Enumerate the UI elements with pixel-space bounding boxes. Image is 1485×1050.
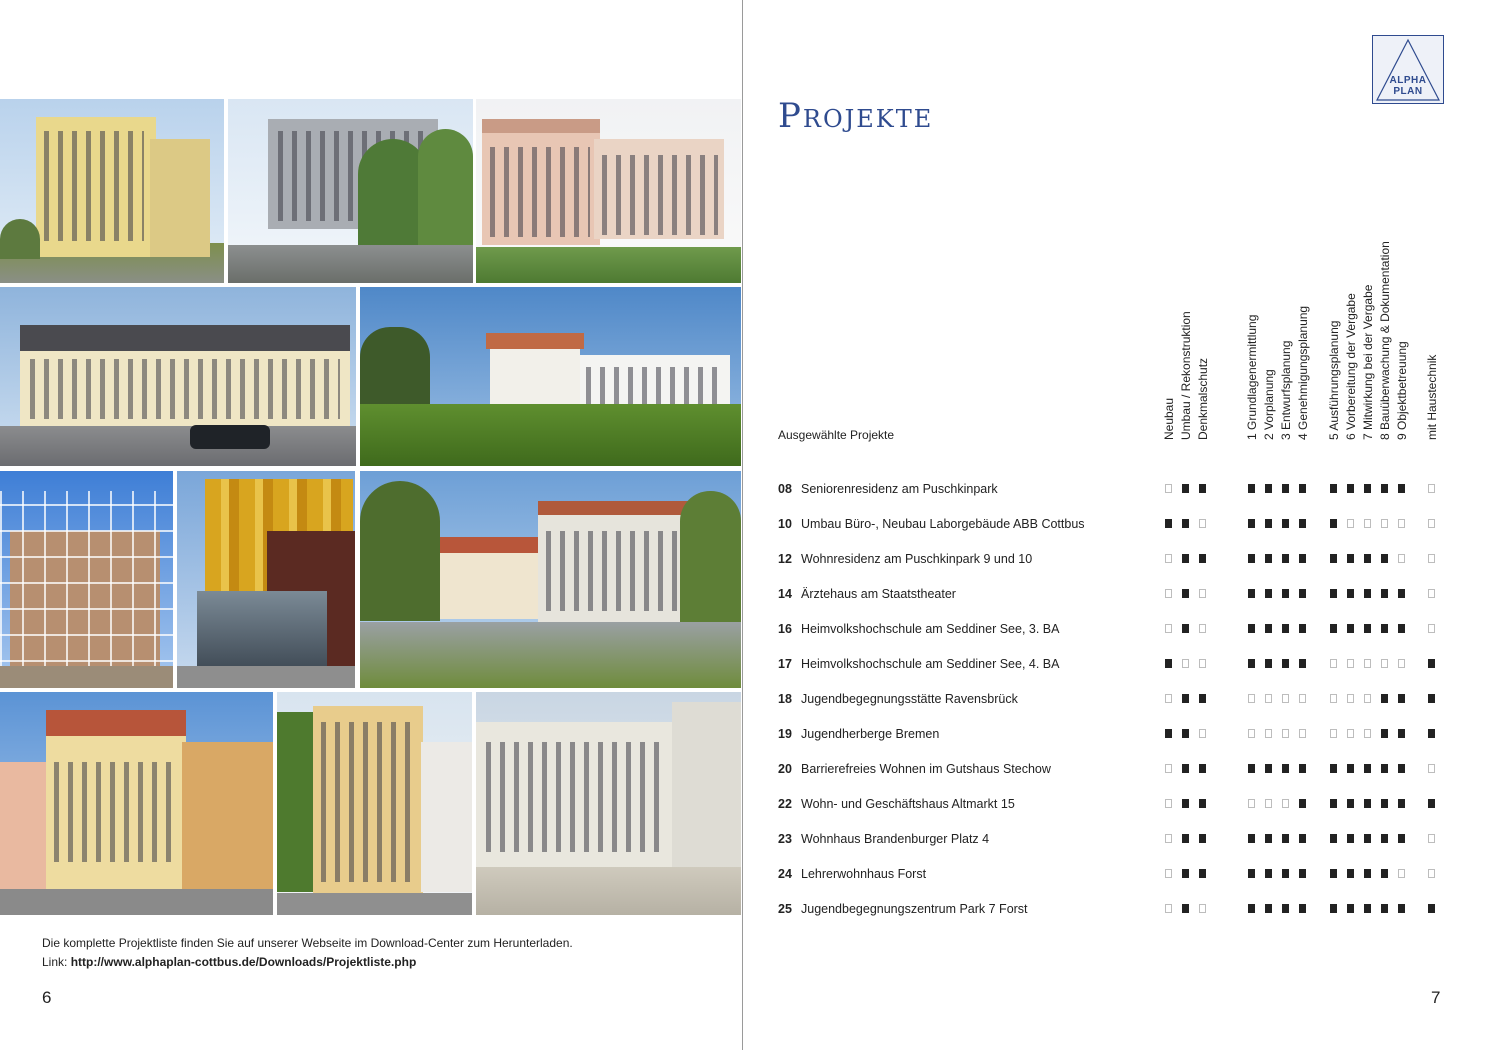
- photo-white-house-lawn: [360, 287, 741, 466]
- project-number: 14: [778, 587, 792, 601]
- photo-scaffolding-construction: [0, 471, 173, 688]
- project-name: Heimvolkshochschule am Seddiner See, 3. BA: [801, 622, 1060, 636]
- project-name: Heimvolkshochschule am Seddiner See, 4. BA: [801, 657, 1060, 671]
- filled-square-icon: [1282, 764, 1289, 773]
- empty-square-icon: [1165, 484, 1172, 493]
- filled-square-icon: [1330, 554, 1337, 563]
- filled-square-icon: [1381, 484, 1388, 493]
- filled-square-icon: [1364, 869, 1371, 878]
- empty-square-icon: [1428, 624, 1435, 633]
- filled-square-icon: [1347, 589, 1354, 598]
- filled-square-icon: [1398, 624, 1405, 633]
- caption-link-line: [42, 953, 573, 972]
- page-number-right: 7: [1431, 988, 1441, 1007]
- empty-square-icon: [1428, 484, 1435, 493]
- filled-square-icon: [1364, 624, 1371, 633]
- filled-square-icon: [1265, 659, 1272, 668]
- empty-square-icon: [1347, 519, 1354, 528]
- filled-square-icon: [1381, 904, 1388, 913]
- filled-square-icon: [1265, 484, 1272, 493]
- filled-square-icon: [1398, 834, 1405, 843]
- filled-square-icon: [1199, 554, 1206, 563]
- empty-square-icon: [1165, 869, 1172, 878]
- filled-square-icon: [1248, 904, 1255, 913]
- filled-square-icon: [1398, 484, 1405, 493]
- filled-square-icon: [1428, 799, 1435, 808]
- column-header: 9 Objektbetreuung: [1395, 341, 1409, 440]
- empty-square-icon: [1199, 624, 1206, 633]
- filled-square-icon: [1282, 589, 1289, 598]
- empty-square-icon: [1265, 729, 1272, 738]
- empty-square-icon: [1428, 869, 1435, 878]
- empty-square-icon: [1330, 694, 1337, 703]
- empty-square-icon: [1282, 694, 1289, 703]
- filled-square-icon: [1299, 834, 1306, 843]
- empty-square-icon: [1428, 589, 1435, 598]
- filled-square-icon: [1364, 764, 1371, 773]
- empty-square-icon: [1165, 694, 1172, 703]
- filled-square-icon: [1330, 589, 1337, 598]
- filled-square-icon: [1182, 799, 1189, 808]
- filled-square-icon: [1299, 869, 1306, 878]
- filled-square-icon: [1299, 589, 1306, 598]
- column-header: 7 Mitwirkung bei der Vergabe: [1361, 284, 1375, 440]
- project-number: 12: [778, 552, 792, 566]
- filled-square-icon: [1182, 834, 1189, 843]
- filled-square-icon: [1182, 904, 1189, 913]
- filled-square-icon: [1182, 869, 1189, 878]
- filled-square-icon: [1199, 869, 1206, 878]
- filled-square-icon: [1265, 904, 1272, 913]
- filled-square-icon: [1299, 659, 1306, 668]
- project-number: 25: [778, 902, 792, 916]
- empty-square-icon: [1282, 729, 1289, 738]
- filled-square-icon: [1248, 869, 1255, 878]
- filled-square-icon: [1347, 869, 1354, 878]
- project-number: 16: [778, 622, 792, 636]
- photo-historic-gable-houses: [0, 692, 273, 915]
- filled-square-icon: [1199, 484, 1206, 493]
- filled-square-icon: [1248, 589, 1255, 598]
- filled-square-icon: [1265, 624, 1272, 633]
- caption-text: Die komplette Projektliste finden Sie auf unserer Webseite im Download-Center zum Herunterladen.: [42, 936, 573, 950]
- empty-square-icon: [1165, 834, 1172, 843]
- caption-link-label: Link:: [42, 955, 68, 969]
- filled-square-icon: [1248, 484, 1255, 493]
- filled-square-icon: [1299, 624, 1306, 633]
- filled-square-icon: [1265, 834, 1272, 843]
- column-header: 3 Entwurfsplanung: [1279, 340, 1293, 440]
- empty-square-icon: [1364, 694, 1371, 703]
- project-name: Umbau Büro-, Neubau Laborgebäude ABB Cottbus: [801, 517, 1085, 531]
- filled-square-icon: [1282, 869, 1289, 878]
- project-name: Seniorenresidenz am Puschkinpark: [801, 482, 998, 496]
- project-number: 18: [778, 692, 792, 706]
- project-name: Ärztehaus am Staatstheater: [801, 587, 956, 601]
- empty-square-icon: [1428, 764, 1435, 773]
- empty-square-icon: [1199, 904, 1206, 913]
- filled-square-icon: [1330, 484, 1337, 493]
- filled-square-icon: [1165, 659, 1172, 668]
- empty-square-icon: [1347, 694, 1354, 703]
- empty-square-icon: [1398, 554, 1405, 563]
- project-name: Wohnresidenz am Puschkinpark 9 und 10: [801, 552, 1033, 566]
- empty-square-icon: [1398, 869, 1405, 878]
- photo-modern-colorful-building: [177, 471, 355, 688]
- page-number-left: 6: [42, 988, 52, 1007]
- project-number: 23: [778, 832, 792, 846]
- empty-square-icon: [1347, 659, 1354, 668]
- filled-square-icon: [1381, 834, 1388, 843]
- project-number: 24: [778, 867, 792, 881]
- filled-square-icon: [1364, 799, 1371, 808]
- filled-square-icon: [1381, 554, 1388, 563]
- filled-square-icon: [1299, 799, 1306, 808]
- filled-square-icon: [1182, 764, 1189, 773]
- empty-square-icon: [1199, 519, 1206, 528]
- filled-square-icon: [1248, 624, 1255, 633]
- empty-square-icon: [1299, 729, 1306, 738]
- filled-square-icon: [1330, 869, 1337, 878]
- filled-square-icon: [1330, 904, 1337, 913]
- table-subheading: Ausgewählte Projekte: [778, 428, 895, 442]
- column-header: 5 Ausführungsplanung: [1327, 320, 1341, 440]
- column-header: 6 Vorbereitung der Vergabe: [1344, 293, 1358, 440]
- photo-yellow-apartment-building: [0, 99, 224, 283]
- column-header: 8 Bauüberwachung & Dokumentation: [1378, 241, 1392, 440]
- empty-square-icon: [1398, 519, 1405, 528]
- column-header: Denkmalschutz: [1196, 357, 1210, 440]
- empty-square-icon: [1381, 659, 1388, 668]
- empty-square-icon: [1199, 729, 1206, 738]
- filled-square-icon: [1330, 519, 1337, 528]
- empty-square-icon: [1248, 729, 1255, 738]
- photo-pink-villa-rendering: [476, 99, 741, 283]
- project-number: 17: [778, 657, 792, 671]
- filled-square-icon: [1347, 484, 1354, 493]
- filled-square-icon: [1364, 554, 1371, 563]
- empty-square-icon: [1265, 694, 1272, 703]
- filled-square-icon: [1398, 904, 1405, 913]
- filled-square-icon: [1265, 519, 1272, 528]
- column-header: 4 Genehmigungsplanung: [1296, 305, 1310, 440]
- filled-square-icon: [1199, 799, 1206, 808]
- filled-square-icon: [1364, 904, 1371, 913]
- filled-square-icon: [1364, 834, 1371, 843]
- filled-square-icon: [1428, 694, 1435, 703]
- filled-square-icon: [1398, 694, 1405, 703]
- logo-text-plan: PLAN: [1393, 86, 1423, 97]
- filled-square-icon: [1299, 484, 1306, 493]
- empty-square-icon: [1381, 519, 1388, 528]
- filled-square-icon: [1299, 519, 1306, 528]
- filled-square-icon: [1248, 834, 1255, 843]
- filled-square-icon: [1182, 519, 1189, 528]
- filled-square-icon: [1347, 904, 1354, 913]
- empty-square-icon: [1364, 519, 1371, 528]
- project-list-caption: [42, 934, 573, 972]
- filled-square-icon: [1182, 729, 1189, 738]
- filled-square-icon: [1381, 624, 1388, 633]
- filled-square-icon: [1364, 484, 1371, 493]
- filled-square-icon: [1398, 729, 1405, 738]
- filled-square-icon: [1347, 624, 1354, 633]
- filled-square-icon: [1282, 904, 1289, 913]
- empty-square-icon: [1330, 729, 1337, 738]
- empty-square-icon: [1282, 799, 1289, 808]
- project-number: 08: [778, 482, 792, 496]
- filled-square-icon: [1182, 589, 1189, 598]
- empty-square-icon: [1199, 659, 1206, 668]
- photo-grey-office-building: [228, 99, 473, 283]
- filled-square-icon: [1199, 694, 1206, 703]
- filled-square-icon: [1248, 764, 1255, 773]
- filled-square-icon: [1428, 729, 1435, 738]
- photo-white-building-terrace: [476, 692, 741, 915]
- project-name: Jugendbegegnungsstätte Ravensbrück: [801, 692, 1018, 706]
- column-header: 2 Vorplanung: [1262, 369, 1276, 440]
- empty-square-icon: [1165, 799, 1172, 808]
- empty-square-icon: [1330, 659, 1337, 668]
- filled-square-icon: [1330, 764, 1337, 773]
- project-name: Barrierefreies Wohnen im Gutshaus Stechow: [801, 762, 1051, 776]
- filled-square-icon: [1182, 484, 1189, 493]
- empty-square-icon: [1364, 729, 1371, 738]
- filled-square-icon: [1165, 729, 1172, 738]
- empty-square-icon: [1165, 554, 1172, 563]
- filled-square-icon: [1165, 519, 1172, 528]
- project-name: Jugendherberge Bremen: [801, 727, 940, 741]
- filled-square-icon: [1265, 764, 1272, 773]
- empty-square-icon: [1347, 729, 1354, 738]
- project-name: Lehrerwohnhaus Forst: [801, 867, 927, 881]
- project-list-link[interactable]: http://www.alphaplan-cottbus.de/Downloads/Projektliste.php: [70, 955, 417, 969]
- empty-square-icon: [1299, 694, 1306, 703]
- filled-square-icon: [1381, 729, 1388, 738]
- filled-square-icon: [1398, 764, 1405, 773]
- filled-square-icon: [1199, 764, 1206, 773]
- project-number: 22: [778, 797, 792, 811]
- filled-square-icon: [1282, 834, 1289, 843]
- filled-square-icon: [1330, 624, 1337, 633]
- filled-square-icon: [1299, 764, 1306, 773]
- filled-square-icon: [1381, 869, 1388, 878]
- empty-square-icon: [1165, 624, 1172, 633]
- filled-square-icon: [1248, 554, 1255, 563]
- logo-text-alpha: ALPHA: [1389, 75, 1427, 86]
- filled-square-icon: [1428, 904, 1435, 913]
- photo-school-courtyard: [360, 471, 741, 688]
- filled-square-icon: [1347, 834, 1354, 843]
- filled-square-icon: [1265, 869, 1272, 878]
- filled-square-icon: [1381, 589, 1388, 598]
- empty-square-icon: [1398, 659, 1405, 668]
- filled-square-icon: [1347, 554, 1354, 563]
- filled-square-icon: [1347, 764, 1354, 773]
- filled-square-icon: [1381, 764, 1388, 773]
- photo-corner-building-street: [0, 287, 356, 466]
- project-name: Wohn- und Geschäftshaus Altmarkt 15: [801, 797, 1015, 811]
- empty-square-icon: [1428, 834, 1435, 843]
- filled-square-icon: [1182, 694, 1189, 703]
- filled-square-icon: [1248, 659, 1255, 668]
- photo-ornate-facade: [277, 692, 472, 915]
- filled-square-icon: [1199, 834, 1206, 843]
- filled-square-icon: [1265, 554, 1272, 563]
- column-header: Neubau: [1162, 397, 1176, 440]
- empty-square-icon: [1248, 694, 1255, 703]
- empty-square-icon: [1364, 659, 1371, 668]
- filled-square-icon: [1398, 799, 1405, 808]
- column-header: Umbau / Rekonstruktion: [1179, 311, 1193, 440]
- project-number: 20: [778, 762, 792, 776]
- filled-square-icon: [1330, 834, 1337, 843]
- filled-square-icon: [1398, 589, 1405, 598]
- filled-square-icon: [1248, 519, 1255, 528]
- filled-square-icon: [1182, 624, 1189, 633]
- empty-square-icon: [1265, 799, 1272, 808]
- column-header: mit Haustechnik: [1425, 354, 1439, 440]
- alphaplan-logo: [1372, 35, 1444, 104]
- filled-square-icon: [1282, 554, 1289, 563]
- empty-square-icon: [1428, 519, 1435, 528]
- filled-square-icon: [1282, 519, 1289, 528]
- filled-square-icon: [1347, 799, 1354, 808]
- filled-square-icon: [1282, 484, 1289, 493]
- empty-square-icon: [1428, 554, 1435, 563]
- filled-square-icon: [1381, 799, 1388, 808]
- empty-square-icon: [1165, 764, 1172, 773]
- filled-square-icon: [1364, 589, 1371, 598]
- filled-square-icon: [1282, 659, 1289, 668]
- empty-square-icon: [1199, 589, 1206, 598]
- project-number: 19: [778, 727, 792, 741]
- filled-square-icon: [1282, 624, 1289, 633]
- filled-square-icon: [1182, 554, 1189, 563]
- filled-square-icon: [1330, 799, 1337, 808]
- filled-square-icon: [1299, 554, 1306, 563]
- filled-square-icon: [1265, 589, 1272, 598]
- page-title: Projekte: [778, 96, 934, 136]
- project-name: Wohnhaus Brandenburger Platz 4: [801, 832, 990, 846]
- filled-square-icon: [1381, 694, 1388, 703]
- empty-square-icon: [1165, 904, 1172, 913]
- project-number: 10: [778, 517, 792, 531]
- empty-square-icon: [1248, 799, 1255, 808]
- filled-square-icon: [1428, 659, 1435, 668]
- empty-square-icon: [1165, 589, 1172, 598]
- empty-square-icon: [1182, 659, 1189, 668]
- column-header: 1 Grundlagenermittlung: [1245, 314, 1259, 440]
- filled-square-icon: [1299, 904, 1306, 913]
- page-spine: [742, 0, 743, 1050]
- project-name: Jugendbegegnungszentrum Park 7 Forst: [801, 902, 1028, 916]
